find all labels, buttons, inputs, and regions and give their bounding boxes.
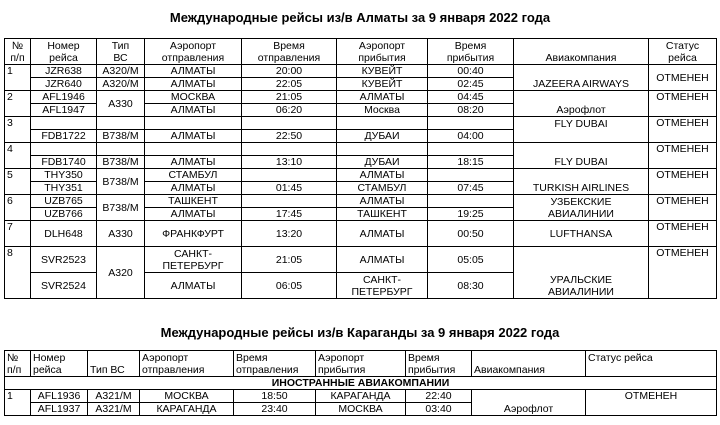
header-arr-airport: Аэропорт прибытия	[337, 39, 428, 65]
dep-airport: АЛМАТЫ	[145, 273, 242, 299]
flight-number: SVR2524	[31, 273, 97, 299]
dep-airport: САНКТ- ПЕТЕРБУРГ	[145, 247, 242, 273]
aircraft-type: B738/M	[97, 130, 145, 143]
header-arr-time: Время прибытия	[406, 351, 472, 377]
table-row	[5, 117, 717, 130]
arr-airport: ДУБАИ	[337, 156, 428, 169]
header-status: Статус рейса	[649, 39, 717, 65]
header-airline: Авиакомпания	[514, 39, 649, 65]
status: ОТМЕНЕН	[586, 390, 717, 416]
arr-time: 08:20	[428, 104, 514, 117]
arr-airport: КУВЕЙТ	[337, 78, 428, 91]
section-row	[5, 377, 717, 390]
arr-time: 04:00	[428, 130, 514, 143]
flight-number: THY351	[31, 182, 97, 195]
arr-time: 18:15	[428, 156, 514, 169]
dep-time: 13:20	[242, 221, 337, 247]
flight-number: JZR640	[31, 78, 97, 91]
dep-airport: МОСКВА	[140, 390, 234, 403]
arr-airport: АЛМАТЫ	[337, 169, 428, 182]
header-dep-time: Время отправления	[234, 351, 316, 377]
table-row	[5, 221, 717, 247]
status: ОТМЕНЕН	[649, 195, 717, 221]
dep-time: 01:45	[242, 182, 337, 195]
dep-airport: АЛМАТЫ	[145, 208, 242, 221]
airline: УЗБЕКСКИЕ АВИАЛИНИИ	[514, 195, 649, 221]
header-num: № п/п	[5, 39, 31, 65]
airline: Аэрофлот	[514, 91, 649, 117]
dep-time: 20:00	[242, 65, 337, 78]
section-label: ИНОСТРАННЫЕ АВИАКОМПАНИИ	[5, 377, 717, 390]
header-flight: Номер рейса	[31, 351, 88, 377]
arr-airport: СТАМБУЛ	[337, 182, 428, 195]
arr-airport: АЛМАТЫ	[337, 221, 428, 247]
flight-number: JZR638	[31, 65, 97, 78]
table-header-row	[5, 351, 717, 377]
karaganda-flights-table	[4, 350, 717, 416]
aircraft-type: A320/M	[97, 78, 145, 91]
almaty-table-title: Международные рейсы из/в Алматы за 9 января 2022 года	[169, 10, 551, 25]
arr-airport: ДУБАИ	[337, 130, 428, 143]
arr-airport: САНКТ- ПЕТЕРБУРГ	[337, 273, 428, 299]
aircraft-type: A320/M	[97, 65, 145, 78]
flight-number: AFL1946	[31, 91, 97, 104]
airline: TURKISH AIRLINES	[514, 169, 649, 195]
dep-airport: КАРАГАНДА	[140, 403, 234, 416]
flight-number: DLH648	[31, 221, 97, 247]
dep-time: 23:40	[234, 403, 316, 416]
table-row	[5, 143, 717, 156]
dep-time: 17:45	[242, 208, 337, 221]
dep-airport: ТАШКЕНТ	[145, 195, 242, 208]
dep-airport: АЛМАТЫ	[145, 104, 242, 117]
status: ОТМЕНЕН	[649, 91, 717, 117]
status: ОТМЕНЕН	[649, 117, 717, 143]
arr-time: 00:50	[428, 221, 514, 247]
aircraft-type: B738/M	[97, 195, 145, 221]
header-type: Тип ВС	[88, 351, 140, 377]
status: ОТМЕНЕН	[649, 143, 717, 169]
arr-time: 19:25	[428, 208, 514, 221]
airline: FLY DUBAI	[514, 156, 649, 169]
arr-airport: ТАШКЕНТ	[337, 208, 428, 221]
status: ОТМЕНЕН	[649, 65, 717, 91]
aircraft-type: A321/M	[88, 403, 140, 416]
aircraft-type: B738/M	[97, 169, 145, 195]
header-arr-airport: Аэропорт прибытия	[316, 351, 406, 377]
flight-number: AFL1947	[31, 104, 97, 117]
arr-airport: Москва	[337, 104, 428, 117]
flight-number: AFL1936	[31, 390, 88, 403]
arr-time: 04:45	[428, 91, 514, 104]
row-num: 8	[5, 247, 31, 299]
header-dep-airport: Аэропорт отправления	[140, 351, 234, 377]
table-row	[5, 169, 717, 182]
flight-number: THY350	[31, 169, 97, 182]
header-dep-airport: Аэропорт отправления	[145, 39, 242, 65]
arr-airport: АЛМАТЫ	[337, 247, 428, 273]
dep-airport: АЛМАТЫ	[145, 130, 242, 143]
arr-time: 07:45	[428, 182, 514, 195]
flight-number: FDB1722	[31, 130, 97, 143]
dep-airport: СТАМБУЛ	[145, 169, 242, 182]
row-num: 5	[5, 169, 31, 195]
table-row	[5, 65, 717, 78]
dep-time: 06:20	[242, 104, 337, 117]
arr-airport: МОСКВА	[316, 403, 406, 416]
airline: FLY DUBAI	[514, 117, 649, 130]
status: ОТМЕНЕН	[649, 169, 717, 195]
dep-time: 22:05	[242, 78, 337, 91]
dep-time: 21:05	[242, 91, 337, 104]
table-row	[5, 195, 717, 208]
aircraft-type: A321/M	[88, 390, 140, 403]
status: ОТМЕНЕН	[649, 221, 717, 247]
dep-time: 13:10	[242, 156, 337, 169]
arr-airport: КУВЕЙТ	[337, 65, 428, 78]
arr-airport: АЛМАТЫ	[337, 91, 428, 104]
aircraft-type: A320	[97, 247, 145, 299]
dep-time: 06:05	[242, 273, 337, 299]
almaty-flights-table	[4, 38, 717, 299]
airline: УРАЛЬСКИЕ АВИАЛИНИИ	[514, 247, 649, 299]
arr-time: 03:40	[406, 403, 472, 416]
arr-time: 05:05	[428, 247, 514, 273]
arr-time: 00:40	[428, 65, 514, 78]
dep-airport: АЛМАТЫ	[145, 156, 242, 169]
airline: Аэрофлот	[472, 390, 586, 416]
flight-number: AFL1937	[31, 403, 88, 416]
status: ОТМЕНЕН	[649, 247, 717, 299]
arr-airport: АЛМАТЫ	[337, 195, 428, 208]
row-num: 2	[5, 91, 31, 117]
aircraft-type: A330	[97, 91, 145, 117]
header-type: Тип ВС	[97, 39, 145, 65]
dep-time: 21:05	[242, 247, 337, 273]
table-row	[5, 390, 717, 403]
dep-airport: ФРАНКФУРТ	[145, 221, 242, 247]
header-status: Статус рейса	[586, 351, 717, 377]
header-flight: Номер рейса	[31, 39, 97, 65]
arr-time: 08:30	[428, 273, 514, 299]
dep-airport: АЛМАТЫ	[145, 78, 242, 91]
dep-airport: АЛМАТЫ	[145, 65, 242, 78]
row-num: 4	[5, 143, 31, 169]
arr-airport: КАРАГАНДА	[316, 390, 406, 403]
header-airline: Авиакомпания	[472, 351, 586, 377]
table-header-row	[5, 39, 717, 65]
table-row	[5, 91, 717, 104]
flight-number: UZB766	[31, 208, 97, 221]
header-num: № п/п	[5, 351, 31, 377]
flight-number: FDB1740	[31, 156, 97, 169]
dep-airport: МОСКВА	[145, 91, 242, 104]
karaganda-table-title: Международные рейсы из/в Караганды за 9 января 2022 года	[160, 325, 560, 340]
header-dep-time: Время отправления	[242, 39, 337, 65]
arr-time: 22:40	[406, 390, 472, 403]
dep-time: 22:50	[242, 130, 337, 143]
row-num: 1	[5, 390, 31, 416]
row-num: 3	[5, 117, 31, 143]
airline: LUFTHANSA	[514, 221, 649, 247]
arr-time: 02:45	[428, 78, 514, 91]
airline: JAZEERA AIRWAYS	[514, 65, 649, 91]
table-row	[5, 247, 717, 273]
row-num: 6	[5, 195, 31, 221]
aircraft-type: B738/M	[97, 156, 145, 169]
aircraft-type: A330	[97, 221, 145, 247]
header-arr-time: Время прибытия	[428, 39, 514, 65]
row-num: 7	[5, 221, 31, 247]
dep-airport: АЛМАТЫ	[145, 182, 242, 195]
row-num: 1	[5, 65, 31, 91]
flight-number: UZB765	[31, 195, 97, 208]
dep-time: 18:50	[234, 390, 316, 403]
table-row	[5, 156, 717, 169]
table-row	[5, 130, 717, 143]
flight-number: SVR2523	[31, 247, 97, 273]
